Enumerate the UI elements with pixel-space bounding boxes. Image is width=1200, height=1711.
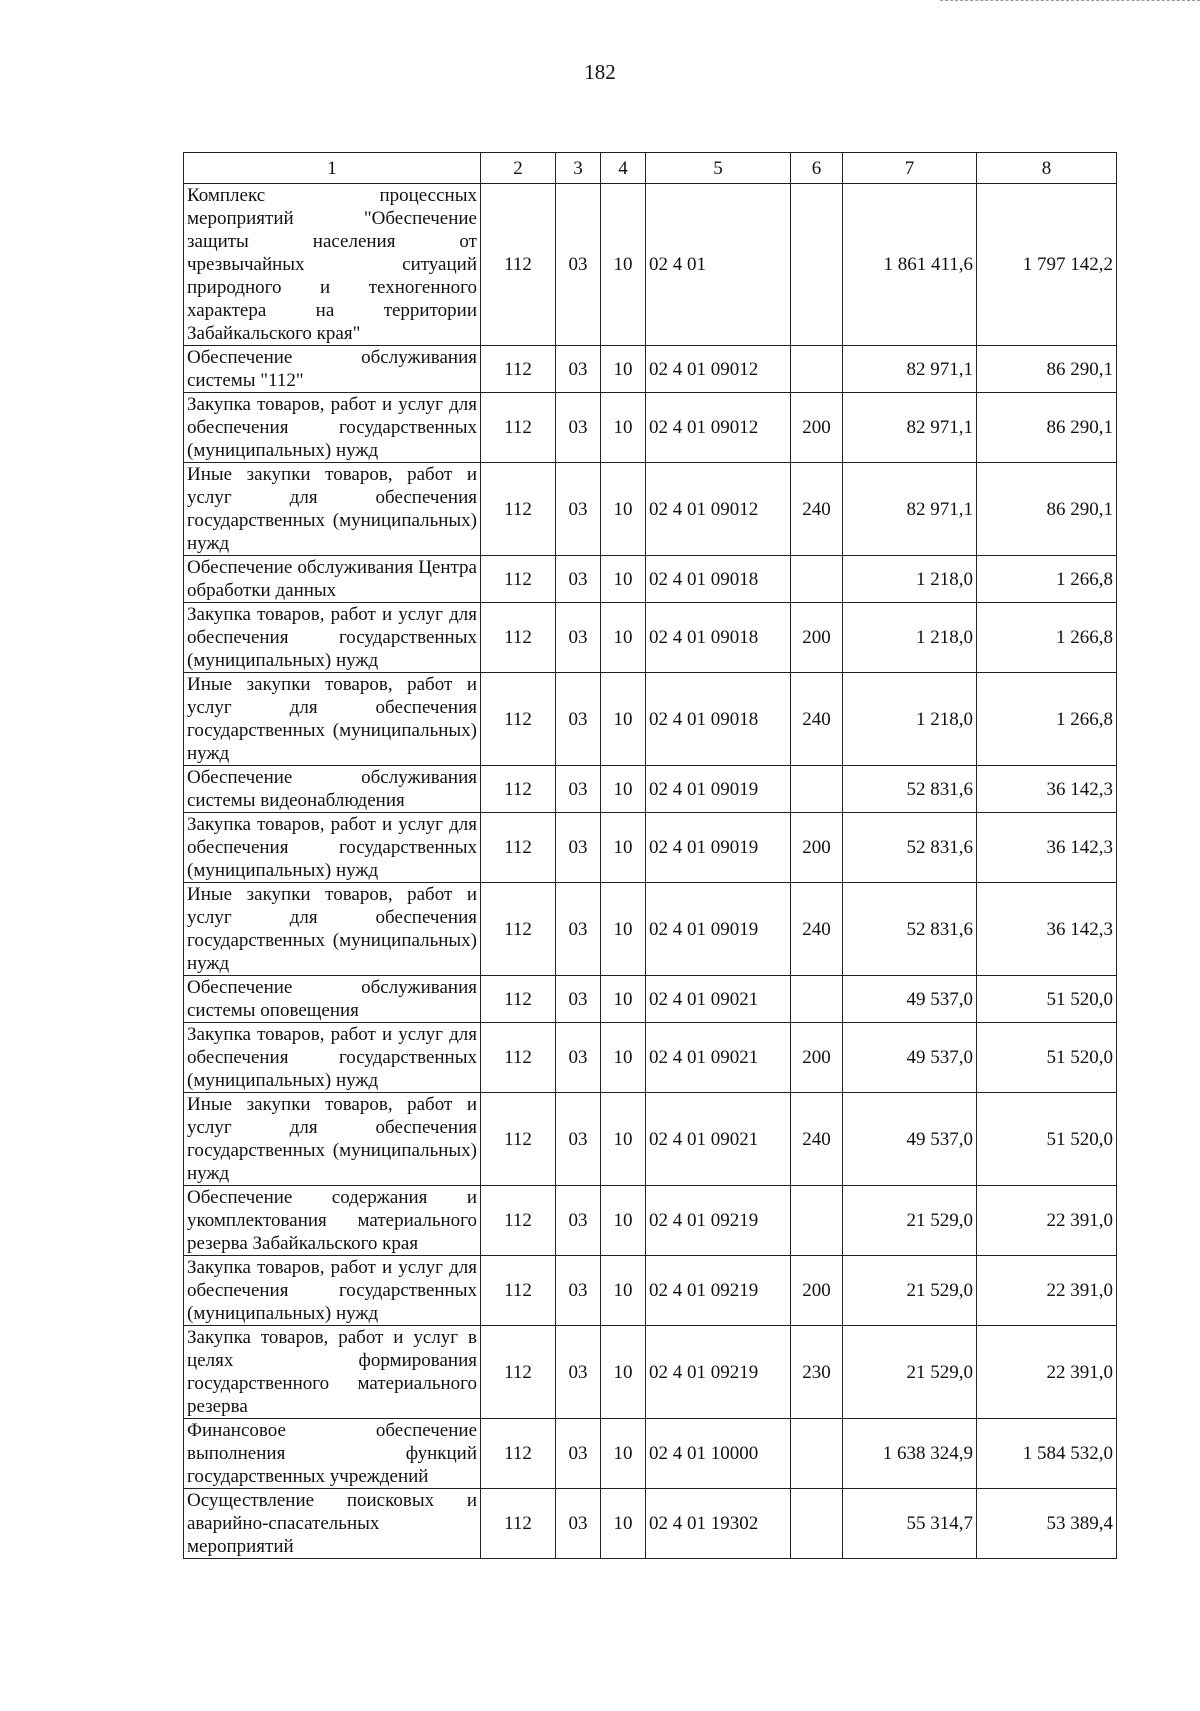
amount-year1-cell: 1 218,0 <box>843 603 977 673</box>
table-row <box>184 883 1117 976</box>
column-header: 7 <box>843 153 977 184</box>
item-name-cell: Закупка товаров, работ и услуг для обеспечения государственных (муниципальных) нужд <box>184 813 481 883</box>
expense-type-cell <box>791 346 843 393</box>
item-name-cell: Закупка товаров, работ и услуг для обеспечения государственных (муниципальных) нужд <box>184 603 481 673</box>
table-row <box>184 346 1117 393</box>
section-code-cell: 03 <box>556 1186 601 1256</box>
grbs-code-cell: 112 <box>481 184 556 346</box>
section-code-cell: 03 <box>556 1093 601 1186</box>
section-code-cell: 03 <box>556 184 601 346</box>
amount-year1-cell: 82 971,1 <box>843 463 977 556</box>
expense-type-cell: 240 <box>791 463 843 556</box>
amount-year1-cell: 49 537,0 <box>843 1023 977 1093</box>
section-code-cell: 03 <box>556 976 601 1023</box>
section-code-cell: 03 <box>556 1419 601 1489</box>
scan-edge-line <box>940 0 1200 1</box>
expense-type-cell: 230 <box>791 1326 843 1419</box>
page-number: 182 <box>584 60 616 84</box>
budget-table <box>183 152 1117 1559</box>
target-article-cell: 02 4 01 09021 <box>646 1023 791 1093</box>
table-row <box>184 1186 1117 1256</box>
grbs-code-cell: 112 <box>481 883 556 976</box>
amount-year2-cell: 51 520,0 <box>977 1093 1117 1186</box>
column-header: 2 <box>481 153 556 184</box>
amount-year1-cell: 55 314,7 <box>843 1489 977 1559</box>
target-article-cell: 02 4 01 09018 <box>646 556 791 603</box>
grbs-code-cell: 112 <box>481 976 556 1023</box>
grbs-code-cell: 112 <box>481 813 556 883</box>
target-article-cell: 02 4 01 09018 <box>646 673 791 766</box>
amount-year2-cell: 86 290,1 <box>977 393 1117 463</box>
amount-year1-cell: 82 971,1 <box>843 393 977 463</box>
grbs-code-cell: 112 <box>481 556 556 603</box>
subsection-code-cell: 10 <box>601 1489 646 1559</box>
amount-year2-cell: 36 142,3 <box>977 883 1117 976</box>
item-name-cell: Комплекс процессных мероприятий "Обеспечение защиты населения от чрезвычайных ситуаций природного и техногенного характера на территории Забайкальского края" <box>184 184 481 346</box>
amount-year1-cell: 49 537,0 <box>843 976 977 1023</box>
amount-year2-cell: 1 266,8 <box>977 556 1117 603</box>
section-code-cell: 03 <box>556 1489 601 1559</box>
table-row <box>184 673 1117 766</box>
amount-year2-cell: 36 142,3 <box>977 813 1117 883</box>
table-row <box>184 463 1117 556</box>
item-name-cell: Закупка товаров, работ и услуг для обеспечения государственных (муниципальных) нужд <box>184 1023 481 1093</box>
target-article-cell: 02 4 01 09019 <box>646 766 791 813</box>
section-code-cell: 03 <box>556 393 601 463</box>
grbs-code-cell: 112 <box>481 1419 556 1489</box>
column-header: 6 <box>791 153 843 184</box>
table-row <box>184 1326 1117 1419</box>
amount-year1-cell: 52 831,6 <box>843 766 977 813</box>
subsection-code-cell: 10 <box>601 184 646 346</box>
section-code-cell: 03 <box>556 673 601 766</box>
table-row <box>184 1489 1117 1559</box>
amount-year1-cell: 21 529,0 <box>843 1186 977 1256</box>
subsection-code-cell: 10 <box>601 673 646 766</box>
subsection-code-cell: 10 <box>601 346 646 393</box>
amount-year2-cell: 51 520,0 <box>977 976 1117 1023</box>
expense-type-cell <box>791 556 843 603</box>
amount-year2-cell: 86 290,1 <box>977 346 1117 393</box>
item-name-cell: Обеспечение обслуживания Центра обработки данных <box>184 556 481 603</box>
expense-type-cell: 240 <box>791 673 843 766</box>
subsection-code-cell: 10 <box>601 1419 646 1489</box>
item-name-cell: Финансовое обеспечение выполнения функций государственных учреждений <box>184 1419 481 1489</box>
item-name-cell: Иные закупки товаров, работ и услуг для обеспечения государственных (муниципальных) нужд <box>184 883 481 976</box>
amount-year2-cell: 1 584 532,0 <box>977 1419 1117 1489</box>
amount-year2-cell: 1 797 142,2 <box>977 184 1117 346</box>
target-article-cell: 02 4 01 09012 <box>646 393 791 463</box>
amount-year1-cell: 1 861 411,6 <box>843 184 977 346</box>
expense-type-cell <box>791 1419 843 1489</box>
amount-year1-cell: 21 529,0 <box>843 1256 977 1326</box>
target-article-cell: 02 4 01 <box>646 184 791 346</box>
amount-year2-cell: 1 266,8 <box>977 673 1117 766</box>
item-name-cell: Осуществление поисковых и аварийно-спасательных мероприятий <box>184 1489 481 1559</box>
target-article-cell: 02 4 01 09019 <box>646 883 791 976</box>
amount-year2-cell: 53 389,4 <box>977 1489 1117 1559</box>
subsection-code-cell: 10 <box>601 1093 646 1186</box>
expense-type-cell: 200 <box>791 393 843 463</box>
amount-year1-cell: 82 971,1 <box>843 346 977 393</box>
grbs-code-cell: 112 <box>481 463 556 556</box>
table-row <box>184 976 1117 1023</box>
subsection-code-cell: 10 <box>601 603 646 673</box>
section-code-cell: 03 <box>556 1256 601 1326</box>
grbs-code-cell: 112 <box>481 1093 556 1186</box>
expense-type-cell: 200 <box>791 1023 843 1093</box>
grbs-code-cell: 112 <box>481 766 556 813</box>
section-code-cell: 03 <box>556 813 601 883</box>
section-code-cell: 03 <box>556 1023 601 1093</box>
expense-type-cell <box>791 1186 843 1256</box>
item-name-cell: Закупка товаров, работ и услуг для обеспечения государственных (муниципальных) нужд <box>184 1256 481 1326</box>
target-article-cell: 02 4 01 19302 <box>646 1489 791 1559</box>
target-article-cell: 02 4 01 09012 <box>646 346 791 393</box>
table-header-row <box>184 153 1117 184</box>
expense-type-cell <box>791 1489 843 1559</box>
table-row <box>184 603 1117 673</box>
subsection-code-cell: 10 <box>601 813 646 883</box>
table-row <box>184 184 1117 346</box>
expense-type-cell <box>791 976 843 1023</box>
section-code-cell: 03 <box>556 883 601 976</box>
subsection-code-cell: 10 <box>601 976 646 1023</box>
item-name-cell: Обеспечение обслуживания системы видеонаблюдения <box>184 766 481 813</box>
amount-year1-cell: 1 218,0 <box>843 673 977 766</box>
table-body <box>184 184 1117 1559</box>
section-code-cell: 03 <box>556 1326 601 1419</box>
subsection-code-cell: 10 <box>601 883 646 976</box>
table-row <box>184 393 1117 463</box>
section-code-cell: 03 <box>556 463 601 556</box>
subsection-code-cell: 10 <box>601 463 646 556</box>
amount-year1-cell: 52 831,6 <box>843 883 977 976</box>
item-name-cell: Обеспечение обслуживания системы "112" <box>184 346 481 393</box>
table-row <box>184 556 1117 603</box>
item-name-cell: Обеспечение содержания и укомплектования материального резерва Забайкальского края <box>184 1186 481 1256</box>
section-code-cell: 03 <box>556 346 601 393</box>
subsection-code-cell: 10 <box>601 1023 646 1093</box>
section-code-cell: 03 <box>556 556 601 603</box>
target-article-cell: 02 4 01 09219 <box>646 1326 791 1419</box>
expense-type-cell <box>791 766 843 813</box>
amount-year2-cell: 22 391,0 <box>977 1326 1117 1419</box>
amount-year2-cell: 22 391,0 <box>977 1256 1117 1326</box>
amount-year2-cell: 22 391,0 <box>977 1186 1117 1256</box>
amount-year2-cell: 36 142,3 <box>977 766 1117 813</box>
section-code-cell: 03 <box>556 766 601 813</box>
subsection-code-cell: 10 <box>601 766 646 813</box>
grbs-code-cell: 112 <box>481 1326 556 1419</box>
grbs-code-cell: 112 <box>481 1489 556 1559</box>
subsection-code-cell: 10 <box>601 393 646 463</box>
item-name-cell: Иные закупки товаров, работ и услуг для обеспечения государственных (муниципальных) нужд <box>184 673 481 766</box>
amount-year1-cell: 49 537,0 <box>843 1093 977 1186</box>
amount-year1-cell: 21 529,0 <box>843 1326 977 1419</box>
expense-type-cell: 200 <box>791 813 843 883</box>
target-article-cell: 02 4 01 09219 <box>646 1256 791 1326</box>
target-article-cell: 02 4 01 09219 <box>646 1186 791 1256</box>
table-row <box>184 1419 1117 1489</box>
amount-year1-cell: 1 218,0 <box>843 556 977 603</box>
target-article-cell: 02 4 01 10000 <box>646 1419 791 1489</box>
item-name-cell: Иные закупки товаров, работ и услуг для обеспечения государственных (муниципальных) нужд <box>184 1093 481 1186</box>
target-article-cell: 02 4 01 09012 <box>646 463 791 556</box>
column-header: 5 <box>646 153 791 184</box>
target-article-cell: 02 4 01 09021 <box>646 1093 791 1186</box>
subsection-code-cell: 10 <box>601 1326 646 1419</box>
grbs-code-cell: 112 <box>481 603 556 673</box>
table-row <box>184 1023 1117 1093</box>
expense-type-cell: 240 <box>791 883 843 976</box>
item-name-cell: Иные закупки товаров, работ и услуг для обеспечения государственных (муниципальных) нужд <box>184 463 481 556</box>
amount-year2-cell: 51 520,0 <box>977 1023 1117 1093</box>
subsection-code-cell: 10 <box>601 1186 646 1256</box>
subsection-code-cell: 10 <box>601 556 646 603</box>
column-header: 4 <box>601 153 646 184</box>
grbs-code-cell: 112 <box>481 1256 556 1326</box>
item-name-cell: Закупка товаров, работ и услуг для обеспечения государственных (муниципальных) нужд <box>184 393 481 463</box>
expense-type-cell: 200 <box>791 1256 843 1326</box>
amount-year1-cell: 1 638 324,9 <box>843 1419 977 1489</box>
item-name-cell: Закупка товаров, работ и услуг в целях формирования государственного материального резерва <box>184 1326 481 1419</box>
expense-type-cell: 200 <box>791 603 843 673</box>
target-article-cell: 02 4 01 09018 <box>646 603 791 673</box>
table-row <box>184 1256 1117 1326</box>
amount-year1-cell: 52 831,6 <box>843 813 977 883</box>
table-row <box>184 766 1117 813</box>
grbs-code-cell: 112 <box>481 346 556 393</box>
target-article-cell: 02 4 01 09021 <box>646 976 791 1023</box>
table-row <box>184 1093 1117 1186</box>
expense-type-cell: 240 <box>791 1093 843 1186</box>
table-row <box>184 813 1117 883</box>
grbs-code-cell: 112 <box>481 673 556 766</box>
grbs-code-cell: 112 <box>481 393 556 463</box>
column-header: 8 <box>977 153 1117 184</box>
section-code-cell: 03 <box>556 603 601 673</box>
grbs-code-cell: 112 <box>481 1186 556 1256</box>
item-name-cell: Обеспечение обслуживания системы оповещения <box>184 976 481 1023</box>
column-header: 1 <box>184 153 481 184</box>
column-header: 3 <box>556 153 601 184</box>
subsection-code-cell: 10 <box>601 1256 646 1326</box>
amount-year2-cell: 1 266,8 <box>977 603 1117 673</box>
expense-type-cell <box>791 184 843 346</box>
grbs-code-cell: 112 <box>481 1023 556 1093</box>
amount-year2-cell: 86 290,1 <box>977 463 1117 556</box>
target-article-cell: 02 4 01 09019 <box>646 813 791 883</box>
